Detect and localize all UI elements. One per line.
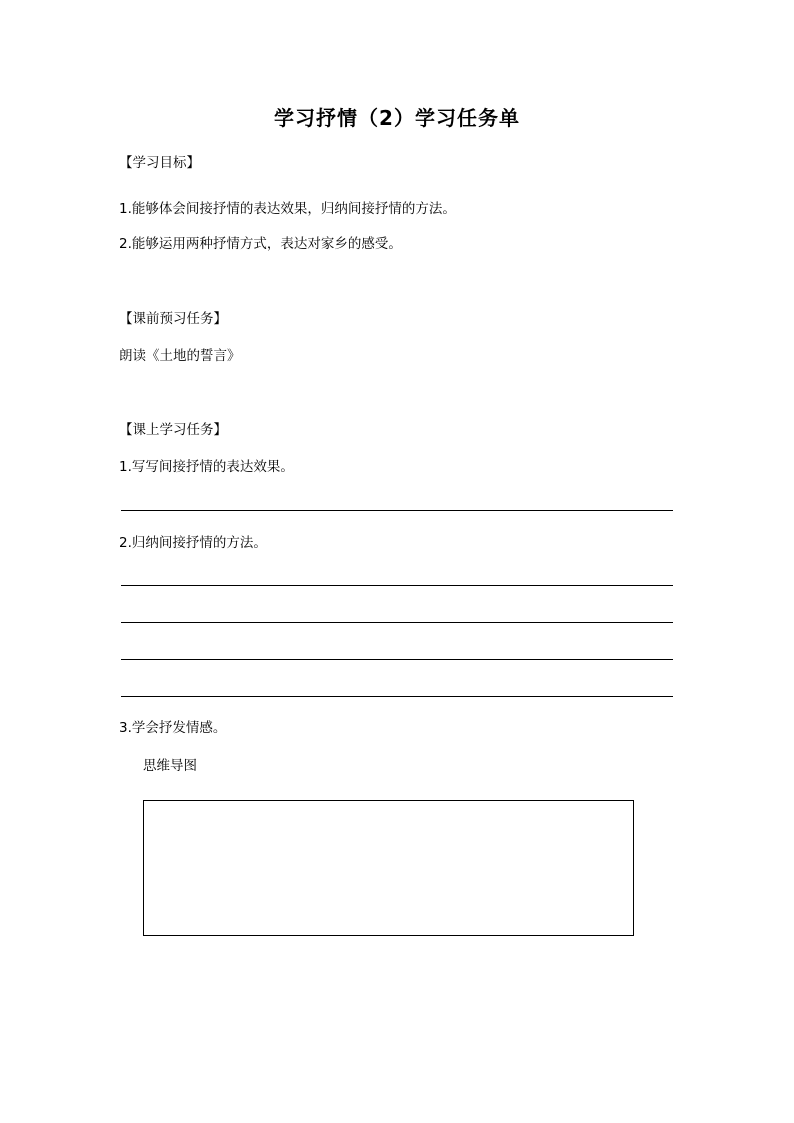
class-tasks-heading: 【课上学习任务】 (119, 422, 227, 438)
task-1: 1.写写间接抒情的表达效果。 (119, 459, 294, 475)
goal-item-1: 1.能够体会间接抒情的表达效果，归纳间接抒情的方法。 (119, 201, 456, 217)
answer-line-task-2-1[interactable] (121, 585, 673, 586)
answer-line-task-2-4[interactable] (121, 696, 673, 697)
mindmap-box[interactable] (143, 800, 634, 936)
goals-heading: 【学习目标】 (119, 155, 200, 171)
answer-line-task-1[interactable] (121, 510, 673, 511)
preview-text: 朗读《土地的誓言》 (119, 348, 241, 364)
answer-line-task-2-2[interactable] (121, 622, 673, 623)
page-title: 学习抒情（2）学习任务单 (274, 106, 520, 130)
task-3: 3.学会抒发情感。 (119, 720, 227, 736)
goal-item-2: 2.能够运用两种抒情方式，表达对家乡的感受。 (119, 236, 402, 252)
answer-line-task-2-3[interactable] (121, 659, 673, 660)
mindmap-label: 思维导图 (143, 758, 197, 774)
task-2: 2.归纳间接抒情的方法。 (119, 535, 267, 551)
preview-heading: 【课前预习任务】 (119, 311, 227, 327)
